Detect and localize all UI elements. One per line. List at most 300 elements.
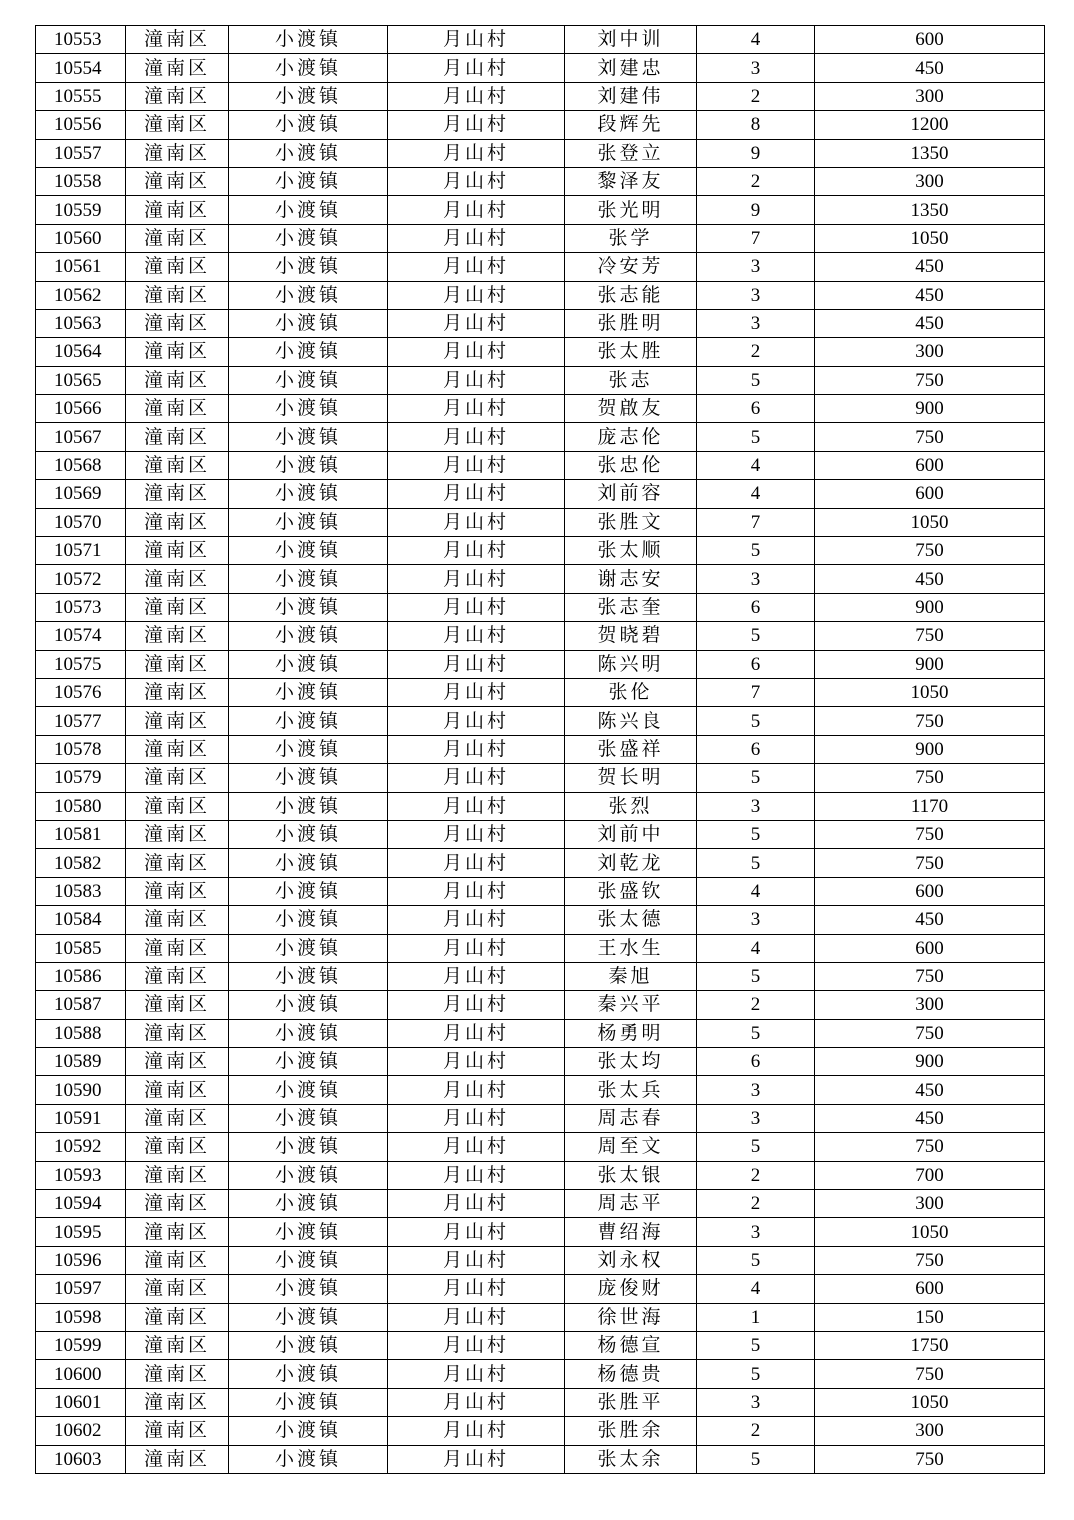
cell-amount: 750	[815, 1246, 1045, 1274]
cell-village: 月山村	[388, 309, 565, 337]
cell-serial-number: 10588	[36, 1019, 126, 1047]
cell-count: 2	[697, 991, 815, 1019]
cell-count: 3	[697, 1104, 815, 1132]
cell-village: 月山村	[388, 1303, 565, 1331]
cell-village: 月山村	[388, 650, 565, 678]
table-row	[36, 1246, 1045, 1274]
cell-count: 5	[697, 537, 815, 565]
cell-village: 月山村	[388, 1445, 565, 1473]
cell-person-name: 贺晓碧	[565, 622, 697, 650]
cell-town: 小渡镇	[229, 139, 388, 167]
cell-district: 潼南区	[126, 82, 229, 110]
cell-district: 潼南区	[126, 1048, 229, 1076]
cell-district: 潼南区	[126, 281, 229, 309]
cell-amount: 750	[815, 849, 1045, 877]
cell-count: 2	[697, 1161, 815, 1189]
cell-count: 5	[697, 366, 815, 394]
cell-village: 月山村	[388, 1275, 565, 1303]
cell-person-name: 张太均	[565, 1048, 697, 1076]
cell-person-name: 陈兴明	[565, 650, 697, 678]
cell-person-name: 刘前中	[565, 820, 697, 848]
cell-district: 潼南区	[126, 1161, 229, 1189]
table-row	[36, 707, 1045, 735]
cell-district: 潼南区	[126, 622, 229, 650]
cell-village: 月山村	[388, 480, 565, 508]
cell-village: 月山村	[388, 1388, 565, 1416]
cell-district: 潼南区	[126, 1303, 229, 1331]
cell-count: 3	[697, 309, 815, 337]
table-row	[36, 650, 1045, 678]
cell-person-name: 秦旭	[565, 962, 697, 990]
table-row	[36, 991, 1045, 1019]
table-row	[36, 508, 1045, 536]
cell-count: 6	[697, 735, 815, 763]
cell-village: 月山村	[388, 565, 565, 593]
cell-serial-number: 10554	[36, 54, 126, 82]
cell-count: 9	[697, 139, 815, 167]
cell-district: 潼南区	[126, 167, 229, 195]
table-row	[36, 1303, 1045, 1331]
cell-count: 3	[697, 54, 815, 82]
cell-person-name: 张光明	[565, 196, 697, 224]
cell-amount: 750	[815, 1019, 1045, 1047]
cell-amount: 600	[815, 26, 1045, 54]
cell-amount: 300	[815, 991, 1045, 1019]
cell-district: 潼南区	[126, 338, 229, 366]
table-row	[36, 224, 1045, 252]
cell-serial-number: 10555	[36, 82, 126, 110]
cell-amount: 300	[815, 338, 1045, 366]
cell-amount: 900	[815, 735, 1045, 763]
cell-amount: 750	[815, 537, 1045, 565]
table-row	[36, 82, 1045, 110]
cell-serial-number: 10567	[36, 423, 126, 451]
cell-town: 小渡镇	[229, 565, 388, 593]
table-row	[36, 281, 1045, 309]
cell-count: 3	[697, 253, 815, 281]
cell-town: 小渡镇	[229, 224, 388, 252]
cell-village: 月山村	[388, 934, 565, 962]
cell-town: 小渡镇	[229, 1388, 388, 1416]
table-row	[36, 1275, 1045, 1303]
cell-person-name: 贺长明	[565, 764, 697, 792]
cell-amount: 450	[815, 281, 1045, 309]
table-row	[36, 565, 1045, 593]
cell-person-name: 冷安芳	[565, 253, 697, 281]
cell-person-name: 周志平	[565, 1190, 697, 1218]
cell-village: 月山村	[388, 622, 565, 650]
cell-person-name: 刘前容	[565, 480, 697, 508]
cell-count: 5	[697, 423, 815, 451]
cell-amount: 300	[815, 1190, 1045, 1218]
cell-district: 潼南区	[126, 1417, 229, 1445]
cell-town: 小渡镇	[229, 764, 388, 792]
cell-village: 月山村	[388, 111, 565, 139]
cell-serial-number: 10586	[36, 962, 126, 990]
cell-count: 7	[697, 678, 815, 706]
table-row	[36, 906, 1045, 934]
cell-serial-number: 10590	[36, 1076, 126, 1104]
cell-village: 月山村	[388, 906, 565, 934]
cell-serial-number: 10595	[36, 1218, 126, 1246]
cell-count: 3	[697, 906, 815, 934]
cell-serial-number: 10575	[36, 650, 126, 678]
cell-district: 潼南区	[126, 906, 229, 934]
cell-serial-number: 10572	[36, 565, 126, 593]
cell-town: 小渡镇	[229, 1190, 388, 1218]
cell-amount: 1050	[815, 678, 1045, 706]
cell-count: 5	[697, 1133, 815, 1161]
cell-count: 4	[697, 480, 815, 508]
cell-village: 月山村	[388, 962, 565, 990]
cell-town: 小渡镇	[229, 508, 388, 536]
cell-serial-number: 10592	[36, 1133, 126, 1161]
cell-count: 9	[697, 196, 815, 224]
cell-village: 月山村	[388, 508, 565, 536]
cell-person-name: 贺啟友	[565, 395, 697, 423]
cell-town: 小渡镇	[229, 1076, 388, 1104]
cell-person-name: 曹绍海	[565, 1218, 697, 1246]
cell-village: 月山村	[388, 451, 565, 479]
cell-amount: 750	[815, 366, 1045, 394]
table-row	[36, 678, 1045, 706]
cell-town: 小渡镇	[229, 1218, 388, 1246]
cell-count: 6	[697, 1048, 815, 1076]
cell-town: 小渡镇	[229, 480, 388, 508]
cell-district: 潼南区	[126, 1104, 229, 1132]
cell-village: 月山村	[388, 1417, 565, 1445]
table-row	[36, 877, 1045, 905]
cell-town: 小渡镇	[229, 962, 388, 990]
cell-district: 潼南区	[126, 1218, 229, 1246]
cell-town: 小渡镇	[229, 934, 388, 962]
table-row	[36, 1133, 1045, 1161]
cell-person-name: 张胜余	[565, 1417, 697, 1445]
cell-town: 小渡镇	[229, 849, 388, 877]
cell-count: 3	[697, 565, 815, 593]
cell-town: 小渡镇	[229, 423, 388, 451]
table-row	[36, 139, 1045, 167]
cell-serial-number: 10559	[36, 196, 126, 224]
cell-amount: 1350	[815, 196, 1045, 224]
cell-village: 月山村	[388, 1218, 565, 1246]
table-row	[36, 338, 1045, 366]
cell-person-name: 张盛钦	[565, 877, 697, 905]
table-row	[36, 764, 1045, 792]
cell-village: 月山村	[388, 423, 565, 451]
cell-count: 2	[697, 82, 815, 110]
cell-village: 月山村	[388, 1048, 565, 1076]
cell-serial-number: 10563	[36, 309, 126, 337]
table-row	[36, 480, 1045, 508]
cell-district: 潼南区	[126, 423, 229, 451]
cell-amount: 300	[815, 1417, 1045, 1445]
cell-serial-number: 10571	[36, 537, 126, 565]
table-row	[36, 1161, 1045, 1189]
cell-person-name: 张盛祥	[565, 735, 697, 763]
cell-serial-number: 10557	[36, 139, 126, 167]
cell-serial-number: 10600	[36, 1360, 126, 1388]
cell-amount: 1200	[815, 111, 1045, 139]
cell-count: 5	[697, 1360, 815, 1388]
table-row	[36, 395, 1045, 423]
cell-person-name: 杨德贵	[565, 1360, 697, 1388]
cell-person-name: 周志春	[565, 1104, 697, 1132]
table-row	[36, 1360, 1045, 1388]
cell-town: 小渡镇	[229, 54, 388, 82]
cell-district: 潼南区	[126, 735, 229, 763]
cell-district: 潼南区	[126, 111, 229, 139]
cell-town: 小渡镇	[229, 26, 388, 54]
cell-person-name: 秦兴平	[565, 991, 697, 1019]
table-row	[36, 1445, 1045, 1473]
cell-serial-number: 10594	[36, 1190, 126, 1218]
cell-count: 6	[697, 650, 815, 678]
table-row	[36, 1048, 1045, 1076]
cell-serial-number: 10598	[36, 1303, 126, 1331]
cell-serial-number: 10569	[36, 480, 126, 508]
cell-serial-number: 10558	[36, 167, 126, 195]
cell-town: 小渡镇	[229, 366, 388, 394]
cell-village: 月山村	[388, 877, 565, 905]
cell-town: 小渡镇	[229, 281, 388, 309]
cell-amount: 900	[815, 1048, 1045, 1076]
cell-person-name: 刘永权	[565, 1246, 697, 1274]
cell-town: 小渡镇	[229, 1048, 388, 1076]
cell-village: 月山村	[388, 139, 565, 167]
cell-serial-number: 10601	[36, 1388, 126, 1416]
cell-amount: 750	[815, 962, 1045, 990]
cell-town: 小渡镇	[229, 196, 388, 224]
cell-person-name: 张太德	[565, 906, 697, 934]
cell-village: 月山村	[388, 1331, 565, 1359]
cell-person-name: 张太兵	[565, 1076, 697, 1104]
cell-person-name: 徐世海	[565, 1303, 697, 1331]
cell-amount: 450	[815, 253, 1045, 281]
cell-amount: 900	[815, 650, 1045, 678]
table-row	[36, 1218, 1045, 1246]
cell-district: 潼南区	[126, 820, 229, 848]
cell-town: 小渡镇	[229, 395, 388, 423]
cell-serial-number: 10599	[36, 1331, 126, 1359]
cell-serial-number: 10566	[36, 395, 126, 423]
cell-village: 月山村	[388, 1076, 565, 1104]
cell-district: 潼南区	[126, 991, 229, 1019]
cell-town: 小渡镇	[229, 735, 388, 763]
table-row	[36, 1388, 1045, 1416]
cell-count: 4	[697, 1275, 815, 1303]
cell-village: 月山村	[388, 1019, 565, 1047]
cell-district: 潼南区	[126, 565, 229, 593]
cell-village: 月山村	[388, 1133, 565, 1161]
cell-person-name: 张伦	[565, 678, 697, 706]
cell-count: 5	[697, 764, 815, 792]
cell-person-name: 张学	[565, 224, 697, 252]
cell-count: 2	[697, 1417, 815, 1445]
cell-person-name: 张太银	[565, 1161, 697, 1189]
cell-town: 小渡镇	[229, 1360, 388, 1388]
cell-person-name: 谢志安	[565, 565, 697, 593]
cell-amount: 1050	[815, 1218, 1045, 1246]
table-row	[36, 309, 1045, 337]
cell-serial-number: 10580	[36, 792, 126, 820]
cell-amount: 750	[815, 1133, 1045, 1161]
cell-person-name: 刘建忠	[565, 54, 697, 82]
cell-town: 小渡镇	[229, 1133, 388, 1161]
cell-count: 6	[697, 593, 815, 621]
table-row	[36, 537, 1045, 565]
cell-district: 潼南区	[126, 707, 229, 735]
roster-table	[35, 25, 1045, 1474]
cell-town: 小渡镇	[229, 451, 388, 479]
cell-district: 潼南区	[126, 1388, 229, 1416]
cell-district: 潼南区	[126, 309, 229, 337]
cell-town: 小渡镇	[229, 1246, 388, 1274]
cell-village: 月山村	[388, 1360, 565, 1388]
cell-serial-number: 10568	[36, 451, 126, 479]
cell-person-name: 张志	[565, 366, 697, 394]
cell-village: 月山村	[388, 1190, 565, 1218]
cell-district: 潼南区	[126, 1019, 229, 1047]
cell-person-name: 杨德宣	[565, 1331, 697, 1359]
cell-person-name: 杨勇明	[565, 1019, 697, 1047]
cell-serial-number: 10577	[36, 707, 126, 735]
cell-person-name: 刘中训	[565, 26, 697, 54]
cell-person-name: 周至文	[565, 1133, 697, 1161]
cell-person-name: 庞志伦	[565, 423, 697, 451]
cell-amount: 1170	[815, 792, 1045, 820]
cell-person-name: 张烈	[565, 792, 697, 820]
cell-serial-number: 10596	[36, 1246, 126, 1274]
cell-village: 月山村	[388, 54, 565, 82]
cell-village: 月山村	[388, 1161, 565, 1189]
table-row	[36, 111, 1045, 139]
table-row	[36, 196, 1045, 224]
cell-count: 5	[697, 820, 815, 848]
cell-town: 小渡镇	[229, 678, 388, 706]
cell-town: 小渡镇	[229, 707, 388, 735]
cell-district: 潼南区	[126, 253, 229, 281]
cell-count: 3	[697, 281, 815, 309]
cell-district: 潼南区	[126, 1445, 229, 1473]
cell-village: 月山村	[388, 1246, 565, 1274]
cell-person-name: 张太胜	[565, 338, 697, 366]
cell-district: 潼南区	[126, 139, 229, 167]
cell-town: 小渡镇	[229, 338, 388, 366]
cell-serial-number: 10579	[36, 764, 126, 792]
cell-amount: 450	[815, 1104, 1045, 1132]
cell-count: 2	[697, 167, 815, 195]
table-row	[36, 820, 1045, 848]
cell-count: 5	[697, 1019, 815, 1047]
cell-district: 潼南区	[126, 1076, 229, 1104]
cell-serial-number: 10582	[36, 849, 126, 877]
cell-amount: 450	[815, 54, 1045, 82]
cell-person-name: 张胜平	[565, 1388, 697, 1416]
cell-count: 4	[697, 877, 815, 905]
cell-amount: 900	[815, 395, 1045, 423]
cell-count: 4	[697, 451, 815, 479]
cell-serial-number: 10578	[36, 735, 126, 763]
table-row	[36, 792, 1045, 820]
cell-amount: 750	[815, 707, 1045, 735]
cell-count: 3	[697, 792, 815, 820]
cell-district: 潼南区	[126, 877, 229, 905]
cell-village: 月山村	[388, 338, 565, 366]
table-row	[36, 451, 1045, 479]
cell-amount: 600	[815, 451, 1045, 479]
cell-village: 月山村	[388, 395, 565, 423]
cell-count: 8	[697, 111, 815, 139]
table-row	[36, 366, 1045, 394]
cell-village: 月山村	[388, 167, 565, 195]
cell-village: 月山村	[388, 849, 565, 877]
cell-district: 潼南区	[126, 366, 229, 394]
cell-village: 月山村	[388, 224, 565, 252]
cell-village: 月山村	[388, 26, 565, 54]
cell-person-name: 庞俊财	[565, 1275, 697, 1303]
cell-person-name: 张胜明	[565, 309, 697, 337]
cell-town: 小渡镇	[229, 991, 388, 1019]
cell-district: 潼南区	[126, 1275, 229, 1303]
cell-serial-number: 10553	[36, 26, 126, 54]
cell-district: 潼南区	[126, 593, 229, 621]
cell-person-name: 张太余	[565, 1445, 697, 1473]
cell-district: 潼南区	[126, 508, 229, 536]
cell-town: 小渡镇	[229, 1445, 388, 1473]
cell-person-name: 张忠伦	[565, 451, 697, 479]
cell-count: 5	[697, 1445, 815, 1473]
cell-count: 7	[697, 224, 815, 252]
cell-village: 月山村	[388, 593, 565, 621]
table-row	[36, 1104, 1045, 1132]
cell-district: 潼南区	[126, 451, 229, 479]
cell-serial-number: 10591	[36, 1104, 126, 1132]
cell-town: 小渡镇	[229, 253, 388, 281]
cell-town: 小渡镇	[229, 1303, 388, 1331]
cell-town: 小渡镇	[229, 1161, 388, 1189]
cell-serial-number: 10556	[36, 111, 126, 139]
cell-village: 月山村	[388, 991, 565, 1019]
cell-serial-number: 10584	[36, 906, 126, 934]
cell-town: 小渡镇	[229, 1104, 388, 1132]
cell-town: 小渡镇	[229, 111, 388, 139]
cell-village: 月山村	[388, 1104, 565, 1132]
cell-person-name: 王水生	[565, 934, 697, 962]
cell-town: 小渡镇	[229, 650, 388, 678]
cell-district: 潼南区	[126, 1190, 229, 1218]
document-page	[35, 25, 1044, 1474]
cell-amount: 750	[815, 764, 1045, 792]
cell-town: 小渡镇	[229, 622, 388, 650]
cell-district: 潼南区	[126, 54, 229, 82]
cell-amount: 450	[815, 1076, 1045, 1104]
cell-amount: 450	[815, 309, 1045, 337]
cell-count: 2	[697, 338, 815, 366]
table-row	[36, 593, 1045, 621]
cell-village: 月山村	[388, 678, 565, 706]
cell-town: 小渡镇	[229, 820, 388, 848]
cell-count: 1	[697, 1303, 815, 1331]
cell-amount: 150	[815, 1303, 1045, 1331]
cell-serial-number: 10581	[36, 820, 126, 848]
table-row	[36, 849, 1045, 877]
cell-village: 月山村	[388, 820, 565, 848]
table-row	[36, 1019, 1045, 1047]
cell-district: 潼南区	[126, 1133, 229, 1161]
cell-town: 小渡镇	[229, 792, 388, 820]
cell-district: 潼南区	[126, 678, 229, 706]
